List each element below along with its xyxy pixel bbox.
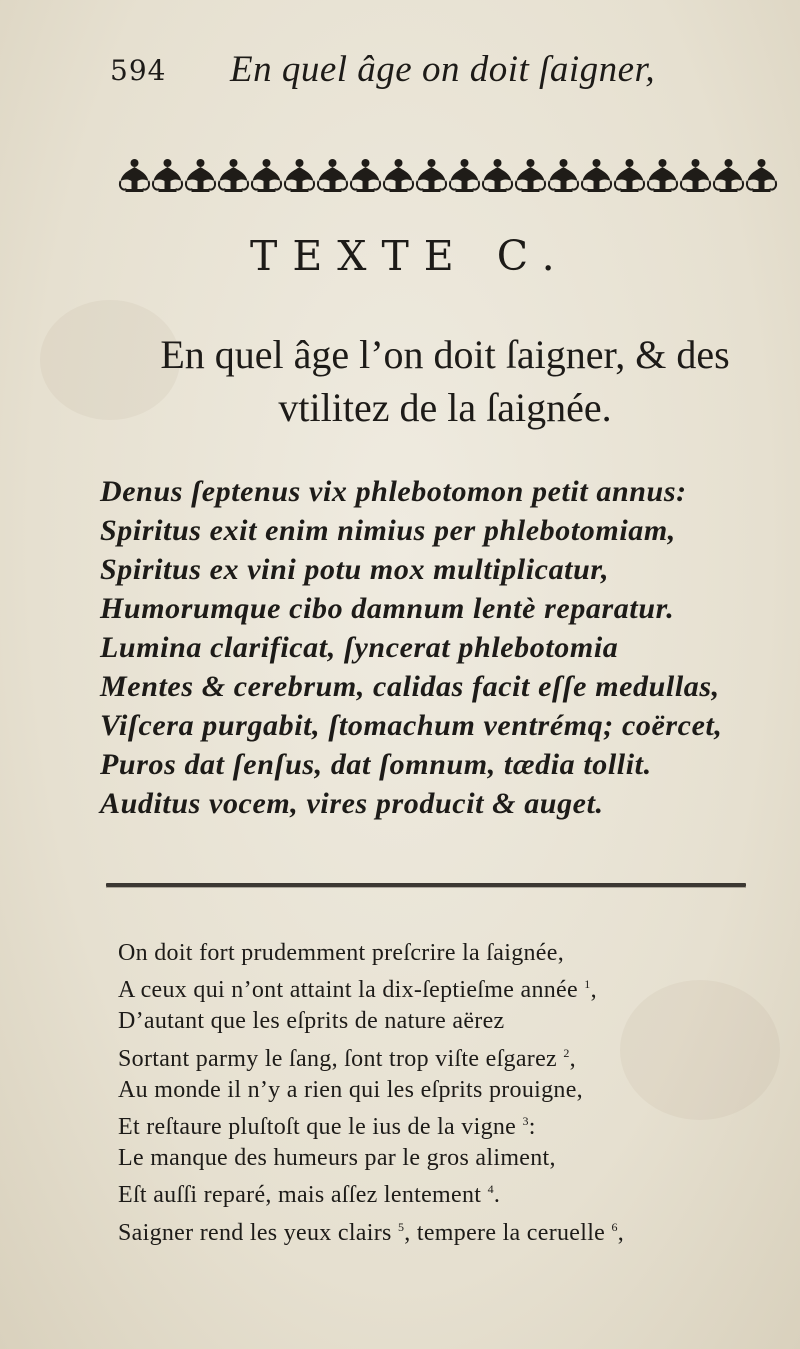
fleuron-unit (516, 159, 545, 192)
section-divider (106, 883, 746, 887)
page-number: 594 (110, 54, 167, 87)
verse-line: Mentes & cerebrum, calidas facit eſſe medullas, (100, 670, 720, 703)
prose-line: Le manque des humeurs par le gros aliment, (118, 1145, 556, 1172)
fleuron-unit (681, 159, 710, 192)
fleuron-unit (120, 159, 149, 192)
prose-line: Sortant parmy le ſang, ſont trop viſte eſgarez $^2$, (118, 1045, 576, 1072)
running-head: En quel âge on doit ſaigner, (230, 49, 656, 90)
prose-line: D’autant que les eſprits de nature aërez (118, 1008, 505, 1035)
fleuron-unit (450, 159, 479, 192)
fleuron-unit (186, 159, 215, 192)
verse-line: Puros dat ſenſus, dat ſomnum, tædia tollit. (100, 748, 652, 781)
prose-line: Saigner rend les yeux clairs $^5$, tempere la ceruelle $^6$, (118, 1219, 625, 1246)
latin-verse-block (100, 472, 800, 823)
fleuron-unit (648, 159, 677, 192)
verse-line: Humorumque cibo damnum lentè reparatur. (100, 592, 675, 625)
footnote-marker: 3 (522, 1114, 529, 1129)
fleuron-unit (153, 159, 182, 192)
fleuron-unit (351, 159, 380, 192)
verse-line: Viſcera purgabit, ſtomachum ventrémq; coërcet, (100, 709, 723, 742)
verse-line: Auditus vocem, vires producit & auget. (100, 787, 604, 820)
verse-line: Denus ſeptenus vix phlebotomon petit annus: (100, 475, 687, 508)
fleuron-unit (615, 159, 644, 192)
footnote-marker: 1 (584, 977, 591, 992)
footnote-marker: 5 (397, 1219, 405, 1234)
footnote-marker: 2 (563, 1045, 570, 1060)
fleuron-unit (483, 159, 512, 192)
section-subtitle (120, 328, 770, 434)
fleuron-unit (582, 159, 611, 192)
fleuron-unit (219, 159, 248, 192)
prose-line: Eſt auſſi reparé, mais aſſez lentement $^4$. (118, 1182, 501, 1209)
page-header (110, 48, 710, 98)
verse-line: Spiritus exit enim nimius per phlebotomiam, (100, 514, 676, 547)
prose-line: Au monde il n’y a rien qui les eſprits prouigne, (118, 1076, 583, 1103)
prose-line: Et reſtaure pluſtoſt que le ius de la vigne $^3$: (118, 1114, 536, 1141)
fleuron-unit (747, 159, 776, 192)
section-title: TEXTE C. (250, 232, 570, 280)
fleuron-unit (549, 159, 578, 192)
footnote-marker: 4 (487, 1182, 494, 1197)
fleuron-unit (252, 159, 281, 192)
fleuron-unit (417, 159, 446, 192)
french-verse-block (118, 938, 800, 1249)
fleuron-band-icon (118, 150, 778, 200)
verse-line: Lumina clarificat, ſyncerat phlebotomia (100, 631, 619, 664)
prose-line: On doit fort prudemment preſcrire la ſaignée, (118, 940, 565, 966)
fleuron-unit (384, 159, 413, 192)
footnote-marker: 6 (611, 1219, 618, 1234)
verse-line: Spiritus ex vini potu mox multiplicatur, (100, 553, 610, 586)
subtitle-line: vtilitez de la ſaignée. (278, 385, 612, 430)
subtitle-line: En quel âge l’on doit ſaigner, & des (160, 332, 730, 377)
fleuron-unit (285, 159, 314, 192)
fleuron-unit (714, 159, 743, 192)
prose-line: A ceux qui n’ont attaint la dix-ſeptieſme année $^1$, (118, 977, 597, 1004)
fleuron-unit (318, 159, 347, 192)
